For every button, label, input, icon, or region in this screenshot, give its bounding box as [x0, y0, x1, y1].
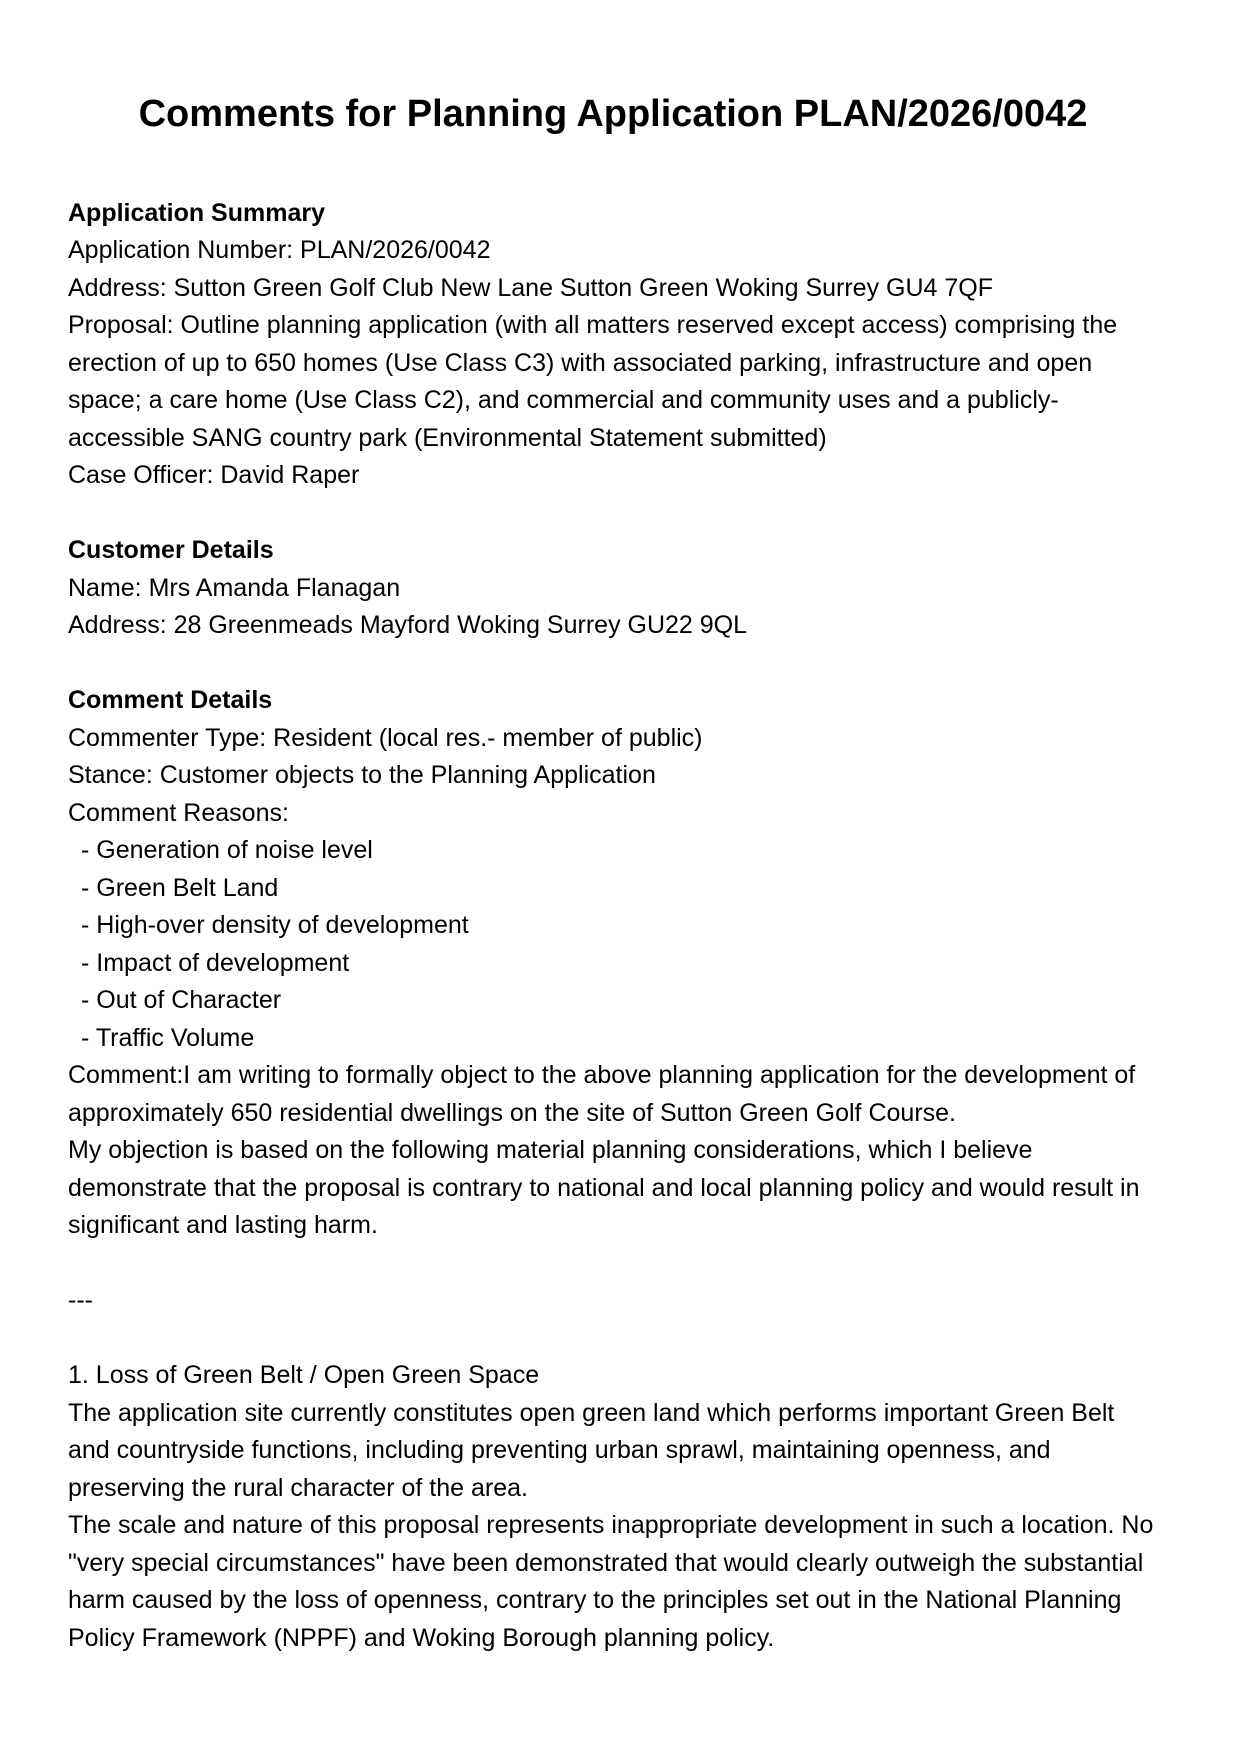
comment-details-section: [68, 645, 1158, 1658]
comment-reason-item: - Green Belt Land: [81, 873, 279, 902]
point-1-heading: 1. Loss of Green Belt / Open Green Space: [68, 1361, 540, 1389]
comment-details-heading: Comment Details: [68, 686, 273, 714]
commenter-type-line: Commenter Type: Resident (local res.- member of public): [68, 723, 703, 752]
case-officer-line: Case Officer: David Raper: [68, 461, 360, 489]
comment-reason-item: - Impact of development: [81, 948, 350, 977]
comment-objection-paragraph: My objection is based on the following material planning considerations, which I believe demonstrate that the proposal is contrary to national and local planning policy and would result in significant and lasting harm.: [68, 1136, 1140, 1239]
point-1-paragraph-1: The application site currently constitutes open green land which performs important Green Belt and countryside functions, including preventing urban sprawl, maintaining openness, and preserving the rural character of the area.: [68, 1398, 1115, 1502]
application-summary-heading: Application Summary: [68, 198, 325, 227]
application-summary-section: [68, 157, 1158, 495]
proposal-line: Proposal: Outline planning application (with all matters reserved except access) comprising the erection of up to 650 homes (Use Class C3) with associated parking, infrastructure and open space; a care home (Use Class C2), and commercial and community uses and a publicly-accessible SANG country park (Environmental Statement submitted): [68, 311, 1118, 452]
customer-address-line: Address: 28 Greenmeads Mayford Woking Surrey GU22 9QL: [68, 611, 748, 639]
customer-details-section: [68, 495, 1158, 645]
comment-reason-item: - Generation of noise level: [81, 836, 373, 864]
point-1-paragraph-2: The scale and nature of this proposal represents inappropriate development in such a location. No "very special circumstances" have been demonstrated that would clearly outweigh the substantial harm caused by the loss of openness, contrary to the principles set out in the National Planning Policy Framework (NPPF) and Woking Borough planning policy.: [68, 1511, 1154, 1652]
comment-reasons-label: Comment Reasons:: [68, 798, 289, 827]
stance-line: Stance: Customer objects to the Planning Application: [68, 761, 656, 789]
customer-details-heading: Customer Details: [68, 536, 274, 564]
document-title: Comments for Planning Application PLAN/2026/0042: [138, 93, 1088, 135]
application-address-line: Address: Sutton Green Golf Club New Lane Sutton Green Woking Surrey GU4 7QF: [68, 273, 993, 302]
separator-line: ---: [68, 1286, 93, 1314]
customer-name-line: Name: Mrs Amanda Flanagan: [68, 573, 401, 602]
comment-reason-item: - Traffic Volume: [81, 1023, 255, 1052]
comment-reason-item: - High-over density of development: [81, 911, 469, 939]
comment-intro-paragraph: Comment:I am writing to formally object to the above planning application for the development of approximately 650 residential dwellings on the site of Sutton Green Golf Course.: [68, 1061, 1136, 1127]
comment-reason-item: - Out of Character: [81, 986, 282, 1014]
application-number-line: Application Number: PLAN/2026/0042: [68, 236, 491, 264]
